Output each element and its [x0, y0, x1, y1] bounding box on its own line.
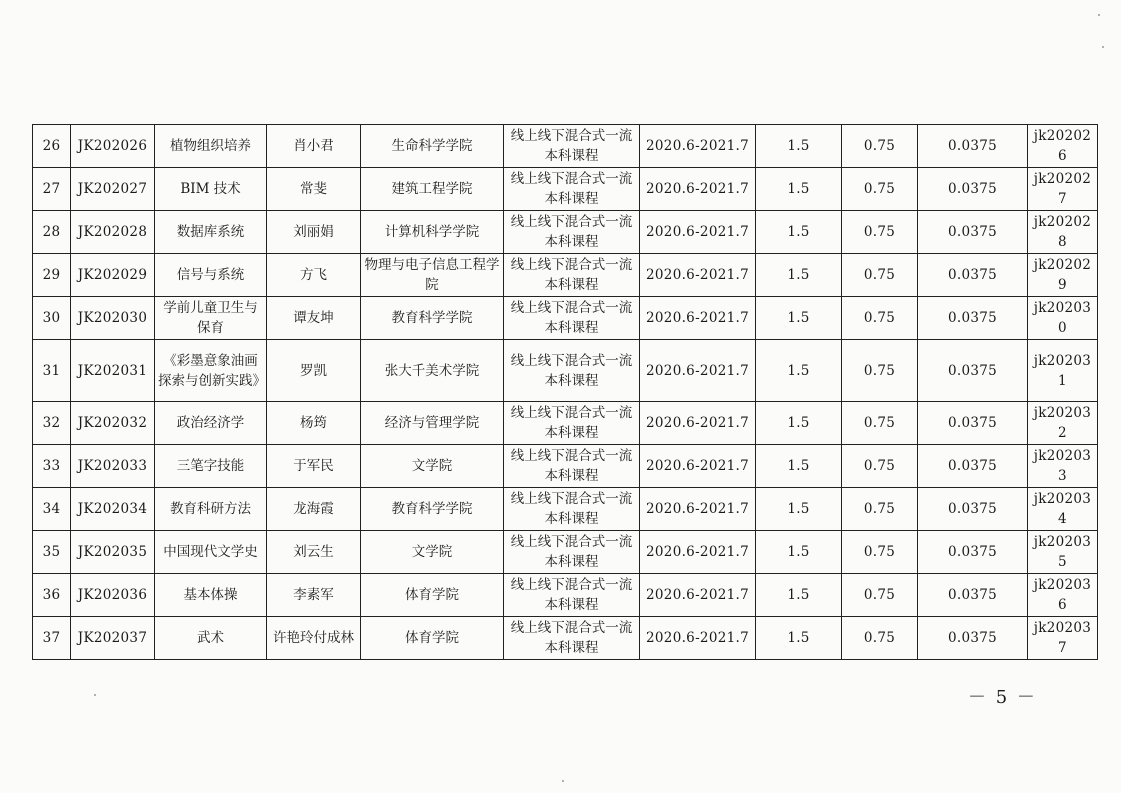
cell-funding-2: 0.75: [842, 617, 918, 660]
cell-funding-1: 1.5: [756, 531, 842, 574]
cell-funding-2: 0.75: [842, 254, 918, 297]
cell-funding-2: 0.75: [842, 297, 918, 340]
table-row: [33, 297, 1098, 340]
cell-funding-2: 0.75: [842, 211, 918, 254]
cell-teacher: 于军民: [267, 445, 361, 488]
cell-period: 2020.6-2021.7: [640, 340, 756, 402]
cell-course-type: 线上线下混合式一流本科课程: [504, 254, 640, 297]
table-row: [33, 340, 1098, 402]
cell-funding-2: 0.75: [842, 574, 918, 617]
cell-course-type: 线上线下混合式一流本科课程: [504, 617, 640, 660]
cell-code: JK202026: [71, 125, 155, 168]
cell-teacher: 刘云生: [267, 531, 361, 574]
cell-period: 2020.6-2021.7: [640, 168, 756, 211]
scan-speck: [562, 780, 564, 782]
cell-no: 33: [33, 445, 71, 488]
cell-no: 35: [33, 531, 71, 574]
course-table: [32, 124, 1098, 660]
cell-period: 2020.6-2021.7: [640, 125, 756, 168]
cell-project-id: jk202033: [1028, 445, 1098, 488]
cell-teacher: 谭友坤: [267, 297, 361, 340]
cell-project-id: jk202026: [1028, 125, 1098, 168]
cell-code: JK202031: [71, 340, 155, 402]
cell-funding-1: 1.5: [756, 402, 842, 445]
cell-college: 物理与电子信息工程学院: [361, 254, 504, 297]
table-row: [33, 617, 1098, 660]
cell-teacher: 刘丽娟: [267, 211, 361, 254]
cell-funding-1: 1.5: [756, 297, 842, 340]
cell-funding-1: 1.5: [756, 340, 842, 402]
cell-college: 计算机科学学院: [361, 211, 504, 254]
cell-college: 建筑工程学院: [361, 168, 504, 211]
cell-project-id: jk202031: [1028, 340, 1098, 402]
cell-funding-1: 1.5: [756, 211, 842, 254]
cell-funding-2: 0.75: [842, 445, 918, 488]
cell-course: 《彩墨意象油画探索与创新实践》: [155, 340, 267, 402]
page-number: － 5 －: [968, 687, 1037, 708]
cell-funding-3: 0.0375: [918, 211, 1028, 254]
cell-no: 29: [33, 254, 71, 297]
scan-speck: [1098, 14, 1100, 16]
cell-funding-1: 1.5: [756, 617, 842, 660]
cell-course: 政治经济学: [155, 402, 267, 445]
cell-course-type: 线上线下混合式一流本科课程: [504, 125, 640, 168]
cell-code: JK202032: [71, 402, 155, 445]
cell-no: 27: [33, 168, 71, 211]
cell-no: 34: [33, 488, 71, 531]
cell-period: 2020.6-2021.7: [640, 488, 756, 531]
cell-funding-3: 0.0375: [918, 340, 1028, 402]
cell-course-type: 线上线下混合式一流本科课程: [504, 297, 640, 340]
cell-code: JK202036: [71, 574, 155, 617]
cell-period: 2020.6-2021.7: [640, 211, 756, 254]
cell-funding-1: 1.5: [756, 445, 842, 488]
table-row: [33, 445, 1098, 488]
cell-course-type: 线上线下混合式一流本科课程: [504, 340, 640, 402]
table-body: [33, 125, 1098, 660]
cell-funding-3: 0.0375: [918, 125, 1028, 168]
table-row: [33, 211, 1098, 254]
cell-college: 体育学院: [361, 574, 504, 617]
cell-project-id: jk202027: [1028, 168, 1098, 211]
cell-course-type: 线上线下混合式一流本科课程: [504, 531, 640, 574]
cell-project-id: jk202029: [1028, 254, 1098, 297]
cell-funding-1: 1.5: [756, 254, 842, 297]
cell-code: JK202037: [71, 617, 155, 660]
cell-funding-2: 0.75: [842, 125, 918, 168]
cell-course: 数据库系统: [155, 211, 267, 254]
cell-teacher: 肖小君: [267, 125, 361, 168]
cell-course-type: 线上线下混合式一流本科课程: [504, 445, 640, 488]
cell-college: 张大千美术学院: [361, 340, 504, 402]
cell-code: JK202027: [71, 168, 155, 211]
cell-teacher: 李素军: [267, 574, 361, 617]
cell-no: 36: [33, 574, 71, 617]
cell-funding-3: 0.0375: [918, 531, 1028, 574]
cell-course: 植物组织培养: [155, 125, 267, 168]
cell-teacher: 常斐: [267, 168, 361, 211]
cell-funding-2: 0.75: [842, 531, 918, 574]
cell-funding-2: 0.75: [842, 340, 918, 402]
cell-funding-2: 0.75: [842, 402, 918, 445]
cell-funding-1: 1.5: [756, 488, 842, 531]
cell-project-id: jk202036: [1028, 574, 1098, 617]
cell-period: 2020.6-2021.7: [640, 402, 756, 445]
cell-no: 26: [33, 125, 71, 168]
cell-funding-2: 0.75: [842, 488, 918, 531]
cell-project-id: jk202032: [1028, 402, 1098, 445]
cell-course: 基本体操: [155, 574, 267, 617]
cell-college: 经济与管理学院: [361, 402, 504, 445]
cell-teacher: 许艳玲付成林: [267, 617, 361, 660]
cell-course-type: 线上线下混合式一流本科课程: [504, 211, 640, 254]
cell-funding-3: 0.0375: [918, 254, 1028, 297]
cell-course: 信号与系统: [155, 254, 267, 297]
table-row: [33, 125, 1098, 168]
table-row: [33, 488, 1098, 531]
cell-course-type: 线上线下混合式一流本科课程: [504, 574, 640, 617]
cell-funding-1: 1.5: [756, 574, 842, 617]
cell-college: 教育科学学院: [361, 488, 504, 531]
cell-project-id: jk202035: [1028, 531, 1098, 574]
cell-course-type: 线上线下混合式一流本科课程: [504, 402, 640, 445]
cell-funding-1: 1.5: [756, 125, 842, 168]
cell-funding-3: 0.0375: [918, 168, 1028, 211]
table-row: [33, 168, 1098, 211]
cell-funding-3: 0.0375: [918, 297, 1028, 340]
cell-code: JK202033: [71, 445, 155, 488]
cell-period: 2020.6-2021.7: [640, 254, 756, 297]
cell-college: 教育科学学院: [361, 297, 504, 340]
cell-no: 30: [33, 297, 71, 340]
cell-course-type: 线上线下混合式一流本科课程: [504, 488, 640, 531]
cell-period: 2020.6-2021.7: [640, 617, 756, 660]
cell-period: 2020.6-2021.7: [640, 445, 756, 488]
cell-teacher: 杨筠: [267, 402, 361, 445]
cell-funding-2: 0.75: [842, 168, 918, 211]
cell-funding-3: 0.0375: [918, 445, 1028, 488]
scan-speck: [1102, 46, 1104, 48]
table-row: [33, 402, 1098, 445]
cell-funding-3: 0.0375: [918, 574, 1028, 617]
cell-no: 28: [33, 211, 71, 254]
cell-project-id: jk202030: [1028, 297, 1098, 340]
cell-course: 三笔字技能: [155, 445, 267, 488]
cell-funding-1: 1.5: [756, 168, 842, 211]
cell-no: 32: [33, 402, 71, 445]
cell-project-id: jk202037: [1028, 617, 1098, 660]
cell-course: 中国现代文学史: [155, 531, 267, 574]
cell-code: JK202029: [71, 254, 155, 297]
cell-college: 文学院: [361, 445, 504, 488]
cell-course: 学前儿童卫生与保育: [155, 297, 267, 340]
cell-code: JK202030: [71, 297, 155, 340]
cell-course-type: 线上线下混合式一流本科课程: [504, 168, 640, 211]
cell-code: JK202028: [71, 211, 155, 254]
cell-no: 31: [33, 340, 71, 402]
cell-code: JK202035: [71, 531, 155, 574]
table-row: [33, 254, 1098, 297]
cell-no: 37: [33, 617, 71, 660]
cell-funding-3: 0.0375: [918, 402, 1028, 445]
table-row: [33, 574, 1098, 617]
cell-project-id: jk202028: [1028, 211, 1098, 254]
cell-course: 教育科研方法: [155, 488, 267, 531]
cell-period: 2020.6-2021.7: [640, 531, 756, 574]
table-row: [33, 531, 1098, 574]
cell-course: 武术: [155, 617, 267, 660]
cell-project-id: jk202034: [1028, 488, 1098, 531]
cell-teacher: 罗凯: [267, 340, 361, 402]
cell-code: JK202034: [71, 488, 155, 531]
cell-teacher: 龙海霞: [267, 488, 361, 531]
cell-funding-3: 0.0375: [918, 488, 1028, 531]
cell-college: 体育学院: [361, 617, 504, 660]
cell-college: 文学院: [361, 531, 504, 574]
cell-period: 2020.6-2021.7: [640, 574, 756, 617]
cell-college: 生命科学学院: [361, 125, 504, 168]
cell-funding-3: 0.0375: [918, 617, 1028, 660]
cell-course: BIM 技术: [155, 168, 267, 211]
cell-teacher: 方飞: [267, 254, 361, 297]
cell-period: 2020.6-2021.7: [640, 297, 756, 340]
scan-speck: [94, 694, 96, 696]
